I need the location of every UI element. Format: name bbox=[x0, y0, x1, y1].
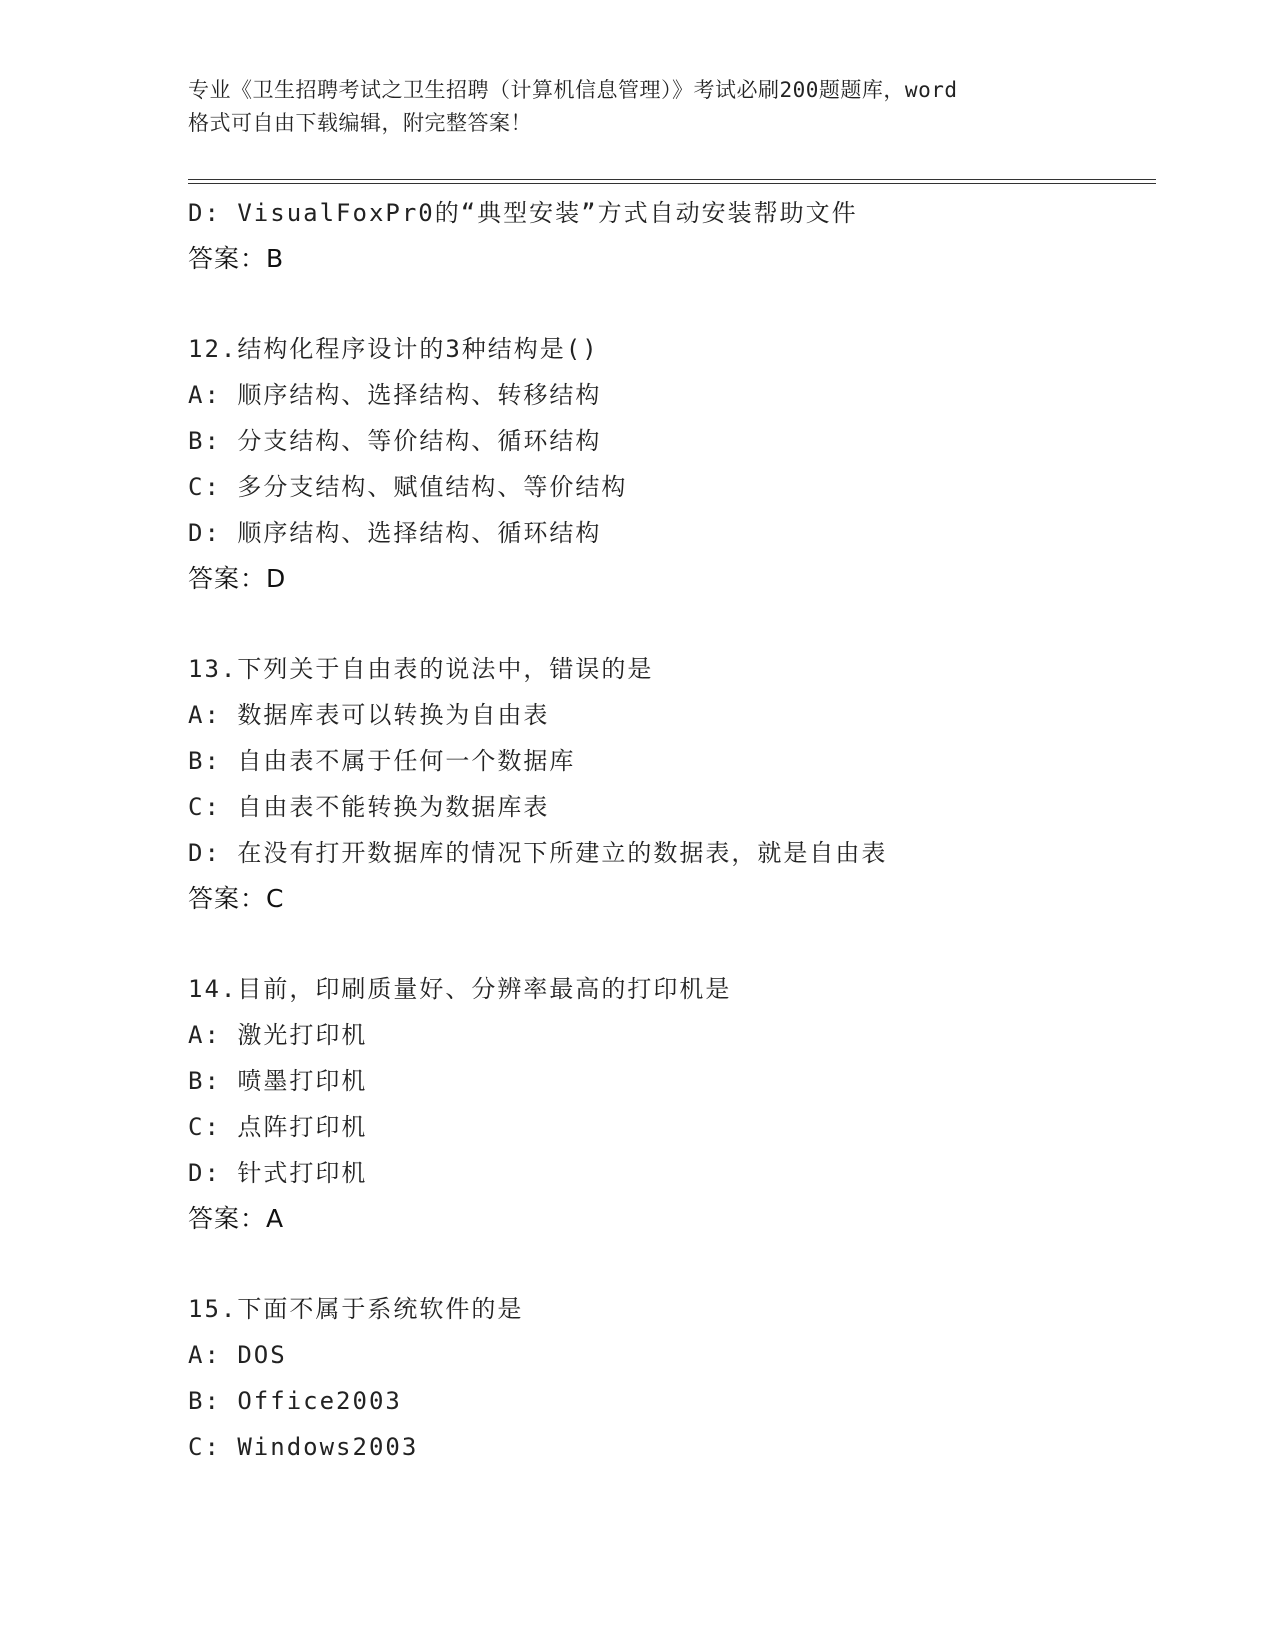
option-c: C: 自由表不能转换为数据库表 bbox=[188, 793, 550, 821]
header-line-2: 格式可自由下载编辑，附完整答案！ bbox=[188, 111, 532, 135]
question-stem: 12.结构化程序设计的3种结构是() bbox=[188, 335, 599, 363]
header-line-1: 专业《卫生招聘考试之卫生招聘（计算机信息管理）》考试必刷200题题库，word bbox=[188, 78, 958, 102]
question-stem: 14.目前，印刷质量好、分辨率最高的打印机是 bbox=[188, 975, 732, 1003]
answer: 答案：D bbox=[188, 564, 287, 593]
option-c: C: 多分支结构、赋值结构、等价结构 bbox=[188, 473, 628, 501]
option-d: D: 在没有打开数据库的情况下所建立的数据表，就是自由表 bbox=[188, 839, 888, 867]
question-stem: 15.下面不属于系统软件的是 bbox=[188, 1295, 524, 1323]
option-d: D: 针式打印机 bbox=[188, 1159, 368, 1187]
answer: 答案：C bbox=[188, 884, 285, 913]
document-header bbox=[188, 74, 1088, 140]
question-13 bbox=[188, 646, 1148, 922]
question-15 bbox=[188, 1286, 1148, 1470]
option-d: D: 顺序结构、选择结构、循环结构 bbox=[188, 519, 602, 547]
answer: 答案：A bbox=[188, 1204, 285, 1233]
option-b: B: 喷墨打印机 bbox=[188, 1067, 368, 1095]
carryover-answer: 答案：B bbox=[188, 244, 285, 273]
option-a: A: 激光打印机 bbox=[188, 1021, 368, 1049]
option-a: A: 数据库表可以转换为自由表 bbox=[188, 701, 550, 729]
question-12 bbox=[188, 326, 1148, 602]
option-a: A: DOS bbox=[188, 1341, 287, 1369]
option-c: C: 点阵打印机 bbox=[188, 1113, 368, 1141]
question-stem: 13.下列关于自由表的说法中，错误的是 bbox=[188, 655, 654, 683]
option-a: A: 顺序结构、选择结构、转移结构 bbox=[188, 381, 602, 409]
option-b: B: 分支结构、等价结构、循环结构 bbox=[188, 427, 602, 455]
option-c: C: Windows2003 bbox=[188, 1433, 419, 1461]
question-list bbox=[188, 190, 1148, 1470]
question-14 bbox=[188, 966, 1148, 1242]
carryover-option-d: D: VisualFoxPr0的“典型安装”方式自动安装帮助文件 bbox=[188, 199, 858, 227]
option-b: B: 自由表不属于任何一个数据库 bbox=[188, 747, 576, 775]
option-b: B: Office2003 bbox=[188, 1387, 402, 1415]
header-divider bbox=[188, 179, 1156, 184]
